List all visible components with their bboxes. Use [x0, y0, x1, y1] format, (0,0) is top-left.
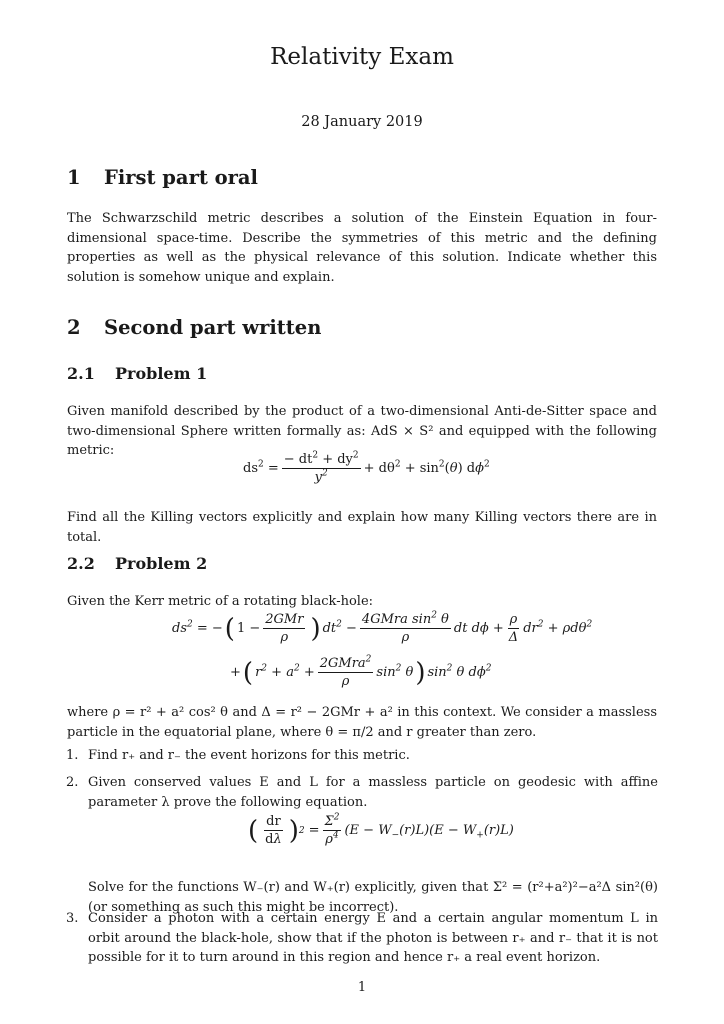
list-item-label: 1.: [66, 748, 79, 763]
section-number: 2: [67, 316, 81, 339]
document-title: Relativity Exam: [270, 44, 454, 70]
list-item-label: 2.: [66, 775, 79, 790]
kerr-metric-equation: $ds^2$ = − ( 1 − $\frac{\text{2GMr}}{\rho}$ ) $dt^2$ − $\frac{4GMra \sin^2 \theta}{\rho}$ dt dϕ + $\frac{\rho}{\Delta}$ $dr^2 + \rho d\theta^2$ + ( $r^2 + a^2$ + $\frac{2GMra^2}{\rho}$ $\sin^2 \theta$ ) $\sin^2 \theta$ $d\phi^2$: [172, 610, 593, 689]
list-item: [66, 773, 658, 812]
section-number: 1: [67, 166, 81, 189]
section-title: Second part written: [104, 316, 322, 339]
subsection-number: 2.1: [67, 364, 95, 383]
list-item-text: Find r₊ and r₋ the event horizons for this metric.: [88, 748, 410, 763]
list-item-continuation: Solve for the functions W₋(r) and W₊(r) explicitly, given that Σ² = (r²+a²)²−a²Δ sin²(θ) (or something as such this might be incorrect).: [88, 880, 658, 915]
list-item-text: Consider a photon with a certain energy E and a certain angular momentum L in orbit around the black-hole, show that if the photon is between r₊ and r₋ that it is not possible for it to turn around in this region and hence r₊ a real event horizon.: [88, 911, 658, 966]
section-1-heading: [67, 166, 258, 189]
problem-1-task: Find all the Killing vectors explicitly and explain how many Killing vectors there are in total.: [67, 510, 657, 545]
subsection-number: 2.2: [67, 554, 95, 573]
page-number: 1: [357, 980, 367, 995]
section-2-heading: [67, 316, 321, 339]
problem-2-intro: Given the Kerr metric of a rotating black-hole:: [67, 594, 374, 609]
section-1-text: The Schwarzschild metric describes a solution of the Einstein Equation in four-dimensional space-time. Describe the symmetries of this metric and the defining properties as well as the physical relevance of this solution. Indicate whether this solution is somehow unique and explain.: [67, 211, 657, 285]
list-item-label: 3.: [66, 911, 79, 926]
section-title: First part oral: [104, 166, 258, 189]
list-item: [66, 909, 658, 968]
problem-1-heading: [67, 364, 207, 383]
document-date: 28 January 2019: [301, 114, 423, 130]
ads-sphere-metric-equation: $ds^2$ = $\frac{- dt^2 + dy^2}{y^2}$ + $d\theta^2 + \sin^2(\theta)$ $d\phi^2$: [243, 450, 490, 485]
problem-2-heading: [67, 554, 207, 573]
list-item-text: Given conserved values E and L for a massless particle on geodesic with affine parameter λ prove the following equation.: [88, 775, 658, 810]
problem-1-intro: Given manifold described by the product of a two-dimensional Anti-de-Sitter space and two-dimensional Sphere written formally as: AdS × S² and equipped with the following metric:: [67, 404, 657, 459]
subsection-title: Problem 2: [115, 554, 208, 573]
geodesic-equation: ( $\frac{dr}{d\lambda}$ ) 2 = $\frac{\Sigma^2}{\rho^4}$ $(E - W_-(r)L)(E - W_+(r)L)$: [248, 812, 514, 847]
list-item: [66, 746, 658, 766]
problem-2-where: where ρ = r² + a² cos² θ and Δ = r² − 2GMr + a² in this context. We consider a massless particle in the equatorial plane, where θ = π/2 and r greater than zero.: [67, 705, 657, 740]
subsection-title: Problem 1: [115, 364, 208, 383]
